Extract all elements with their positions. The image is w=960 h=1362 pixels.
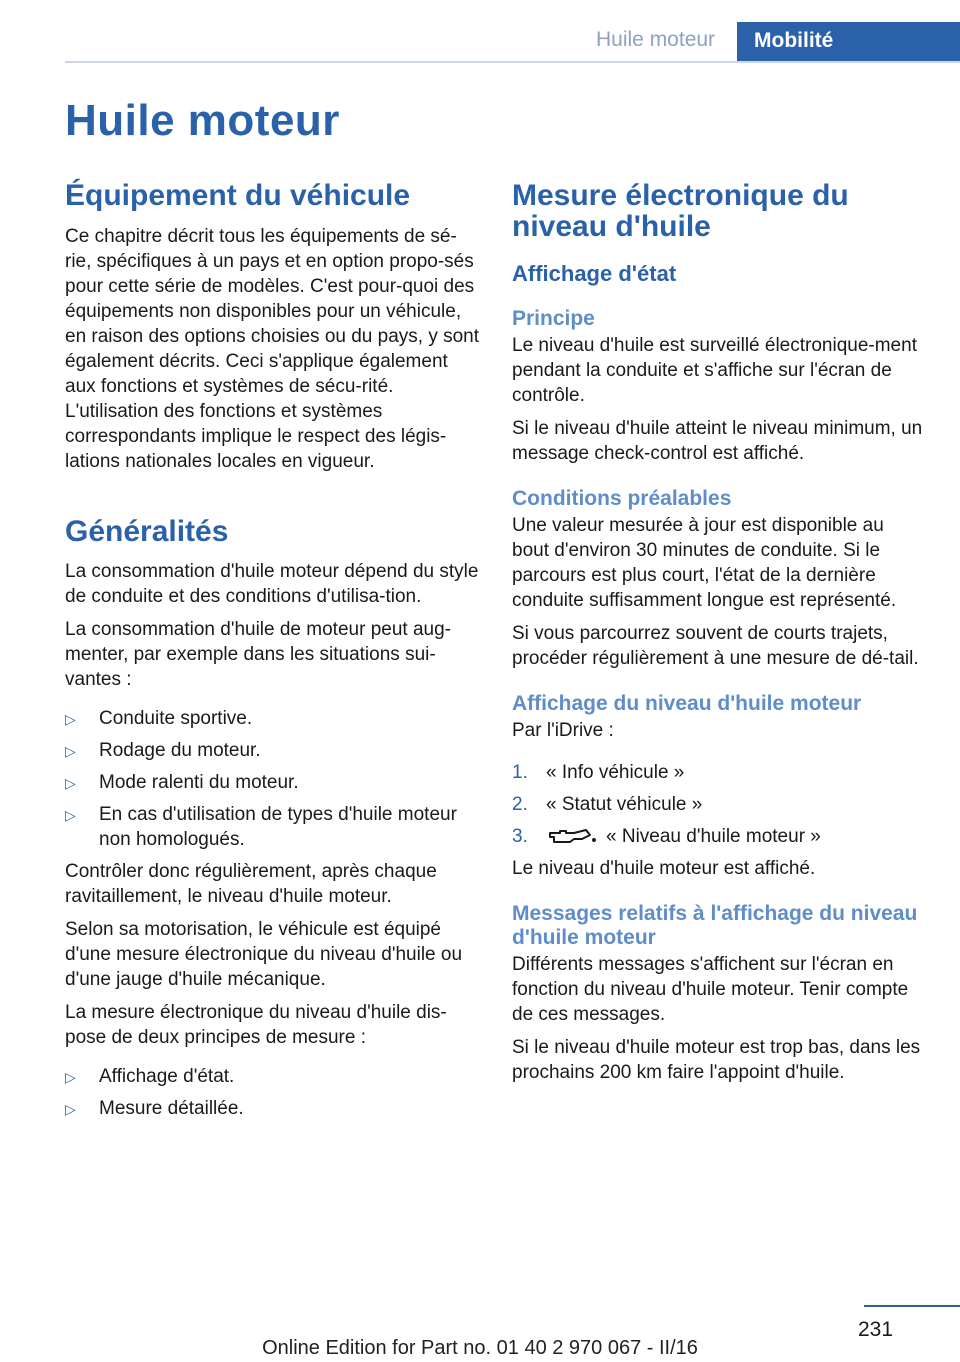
general-paragraph: Contrôler donc régulièrement, après chaque ravitaillement, le niveau d'huile moteur.	[65, 861, 437, 907]
general-paragraph: Selon sa motorisation, le véhicule est équipé d'une mesure électronique du niveau d'huile ou d'une jauge d'huile mécanique.	[65, 919, 463, 990]
general-paragraph: La mesure électronique du niveau d'huile dis-pose de deux principes de mesure :	[65, 1002, 447, 1048]
messages-paragraph: Différents messages s'affichent sur l'écran en fonction du niveau d'huile moteur. Tenir compte de ces messages.	[512, 954, 909, 1025]
triangle-bullet-icon: ▷	[65, 1101, 76, 1117]
list-item: ▷ Affichage d'état.	[65, 1064, 481, 1089]
messages-heading: Messages relatifs à l'affichage du niveau d'huile moteur	[512, 902, 918, 949]
header-section-tab[interactable]: Huile moteur	[596, 28, 716, 51]
equipment-heading: Équipement du véhicule	[65, 179, 411, 212]
principle-paragraph: Si le niveau d'huile atteint le niveau minimum, un message check-control est affiché.	[512, 418, 923, 464]
list-item: ▷ Mesure détaillée.	[65, 1096, 481, 1121]
messages-paragraph: Si le niveau d'huile moteur est trop bas, dans les prochains 200 km faire l'appoint d'huile.	[512, 1037, 921, 1083]
triangle-bullet-icon: ▷	[65, 775, 76, 791]
preconditions-heading: Conditions préalables	[512, 487, 732, 510]
list-item: 3. « Niveau d'huile moteur »	[512, 826, 821, 847]
triangle-bullet-icon: ▷	[65, 711, 76, 727]
right-column	[512, 180, 924, 1085]
page-number: 231	[858, 1318, 894, 1341]
oil-level-display-heading: Affichage du niveau d'huile moteur	[512, 692, 862, 715]
edition-footer: Online Edition for Part no. 01 40 2 970 067 - II/16	[262, 1337, 698, 1359]
list-item: 1. « Info véhicule »	[512, 762, 685, 783]
list-item: ▷ En cas d'utilisation de types d'huile moteur non homologués.	[65, 804, 457, 850]
idrive-intro: Par l'iDrive :	[512, 720, 614, 741]
list-item: ▷ Rodage du moteur.	[65, 738, 481, 763]
usage-conditions-list	[65, 706, 481, 852]
list-item: ▷ Mode ralenti du moteur.	[65, 770, 481, 795]
list-item: ▷ Conduite sportive.	[65, 706, 481, 731]
page-title: Huile moteur	[65, 96, 340, 145]
header-rule	[65, 61, 960, 63]
measurement-principles-list	[65, 1064, 481, 1121]
oil-can-icon	[546, 826, 598, 844]
equipment-text: Ce chapitre décrit tous les équipements de sé-rie, spécifiques à un pays et en option propo-sés pour cette série de modèles. C'est pour-quoi des équipements non disponibles pour un véhicule, en raison des options choisies ou du pays, y sont également décrits. Ceci s'applique également aux fonctions et systèmes de sécu-rité. L'utilisation des fonctions et systèmes correspondants implique le respect des légis-lations nationales locales en vigueur.	[65, 226, 480, 472]
general-paragraph: La consommation d'huile de moteur peut aug-menter, par exemple dans les situations sui-vantes :	[65, 619, 451, 690]
principle-paragraph: Le niveau d'huile est surveillé électronique-ment pendant la conduite et s'affiche sur l'écran de contrôle.	[512, 335, 917, 406]
general-paragraph: La consommation d'huile moteur dépend du style de conduite et des conditions d'utilisa-tion.	[65, 561, 479, 607]
status-display-heading: Affichage d'état	[512, 261, 677, 286]
principle-heading: Principe	[512, 307, 595, 330]
display-result: Le niveau d'huile moteur est affiché.	[512, 858, 816, 879]
footer-rule	[864, 1305, 960, 1307]
general-heading: Généralités	[65, 515, 229, 548]
triangle-bullet-icon: ▷	[65, 1069, 76, 1085]
preconditions-paragraph: Si vous parcourrez souvent de courts trajets, procéder régulièrement à une mesure de dé-tail.	[512, 623, 919, 669]
left-column	[65, 180, 481, 1128]
triangle-bullet-icon: ▷	[65, 743, 76, 759]
header-chapter-tab[interactable]: Mobilité	[737, 22, 960, 61]
idrive-steps-list	[512, 760, 924, 849]
triangle-bullet-icon: ▷	[65, 807, 76, 823]
electronic-measurement-heading: Mesure électronique du niveau d'huile	[512, 179, 849, 243]
preconditions-paragraph: Une valeur mesurée à jour est disponible au bout d'environ 30 minutes de conduite. Si le parcours est plus court, l'état de la dernière conduite suffisamment longue est représenté.	[512, 515, 897, 611]
list-item: 2. « Statut véhicule »	[512, 794, 703, 815]
